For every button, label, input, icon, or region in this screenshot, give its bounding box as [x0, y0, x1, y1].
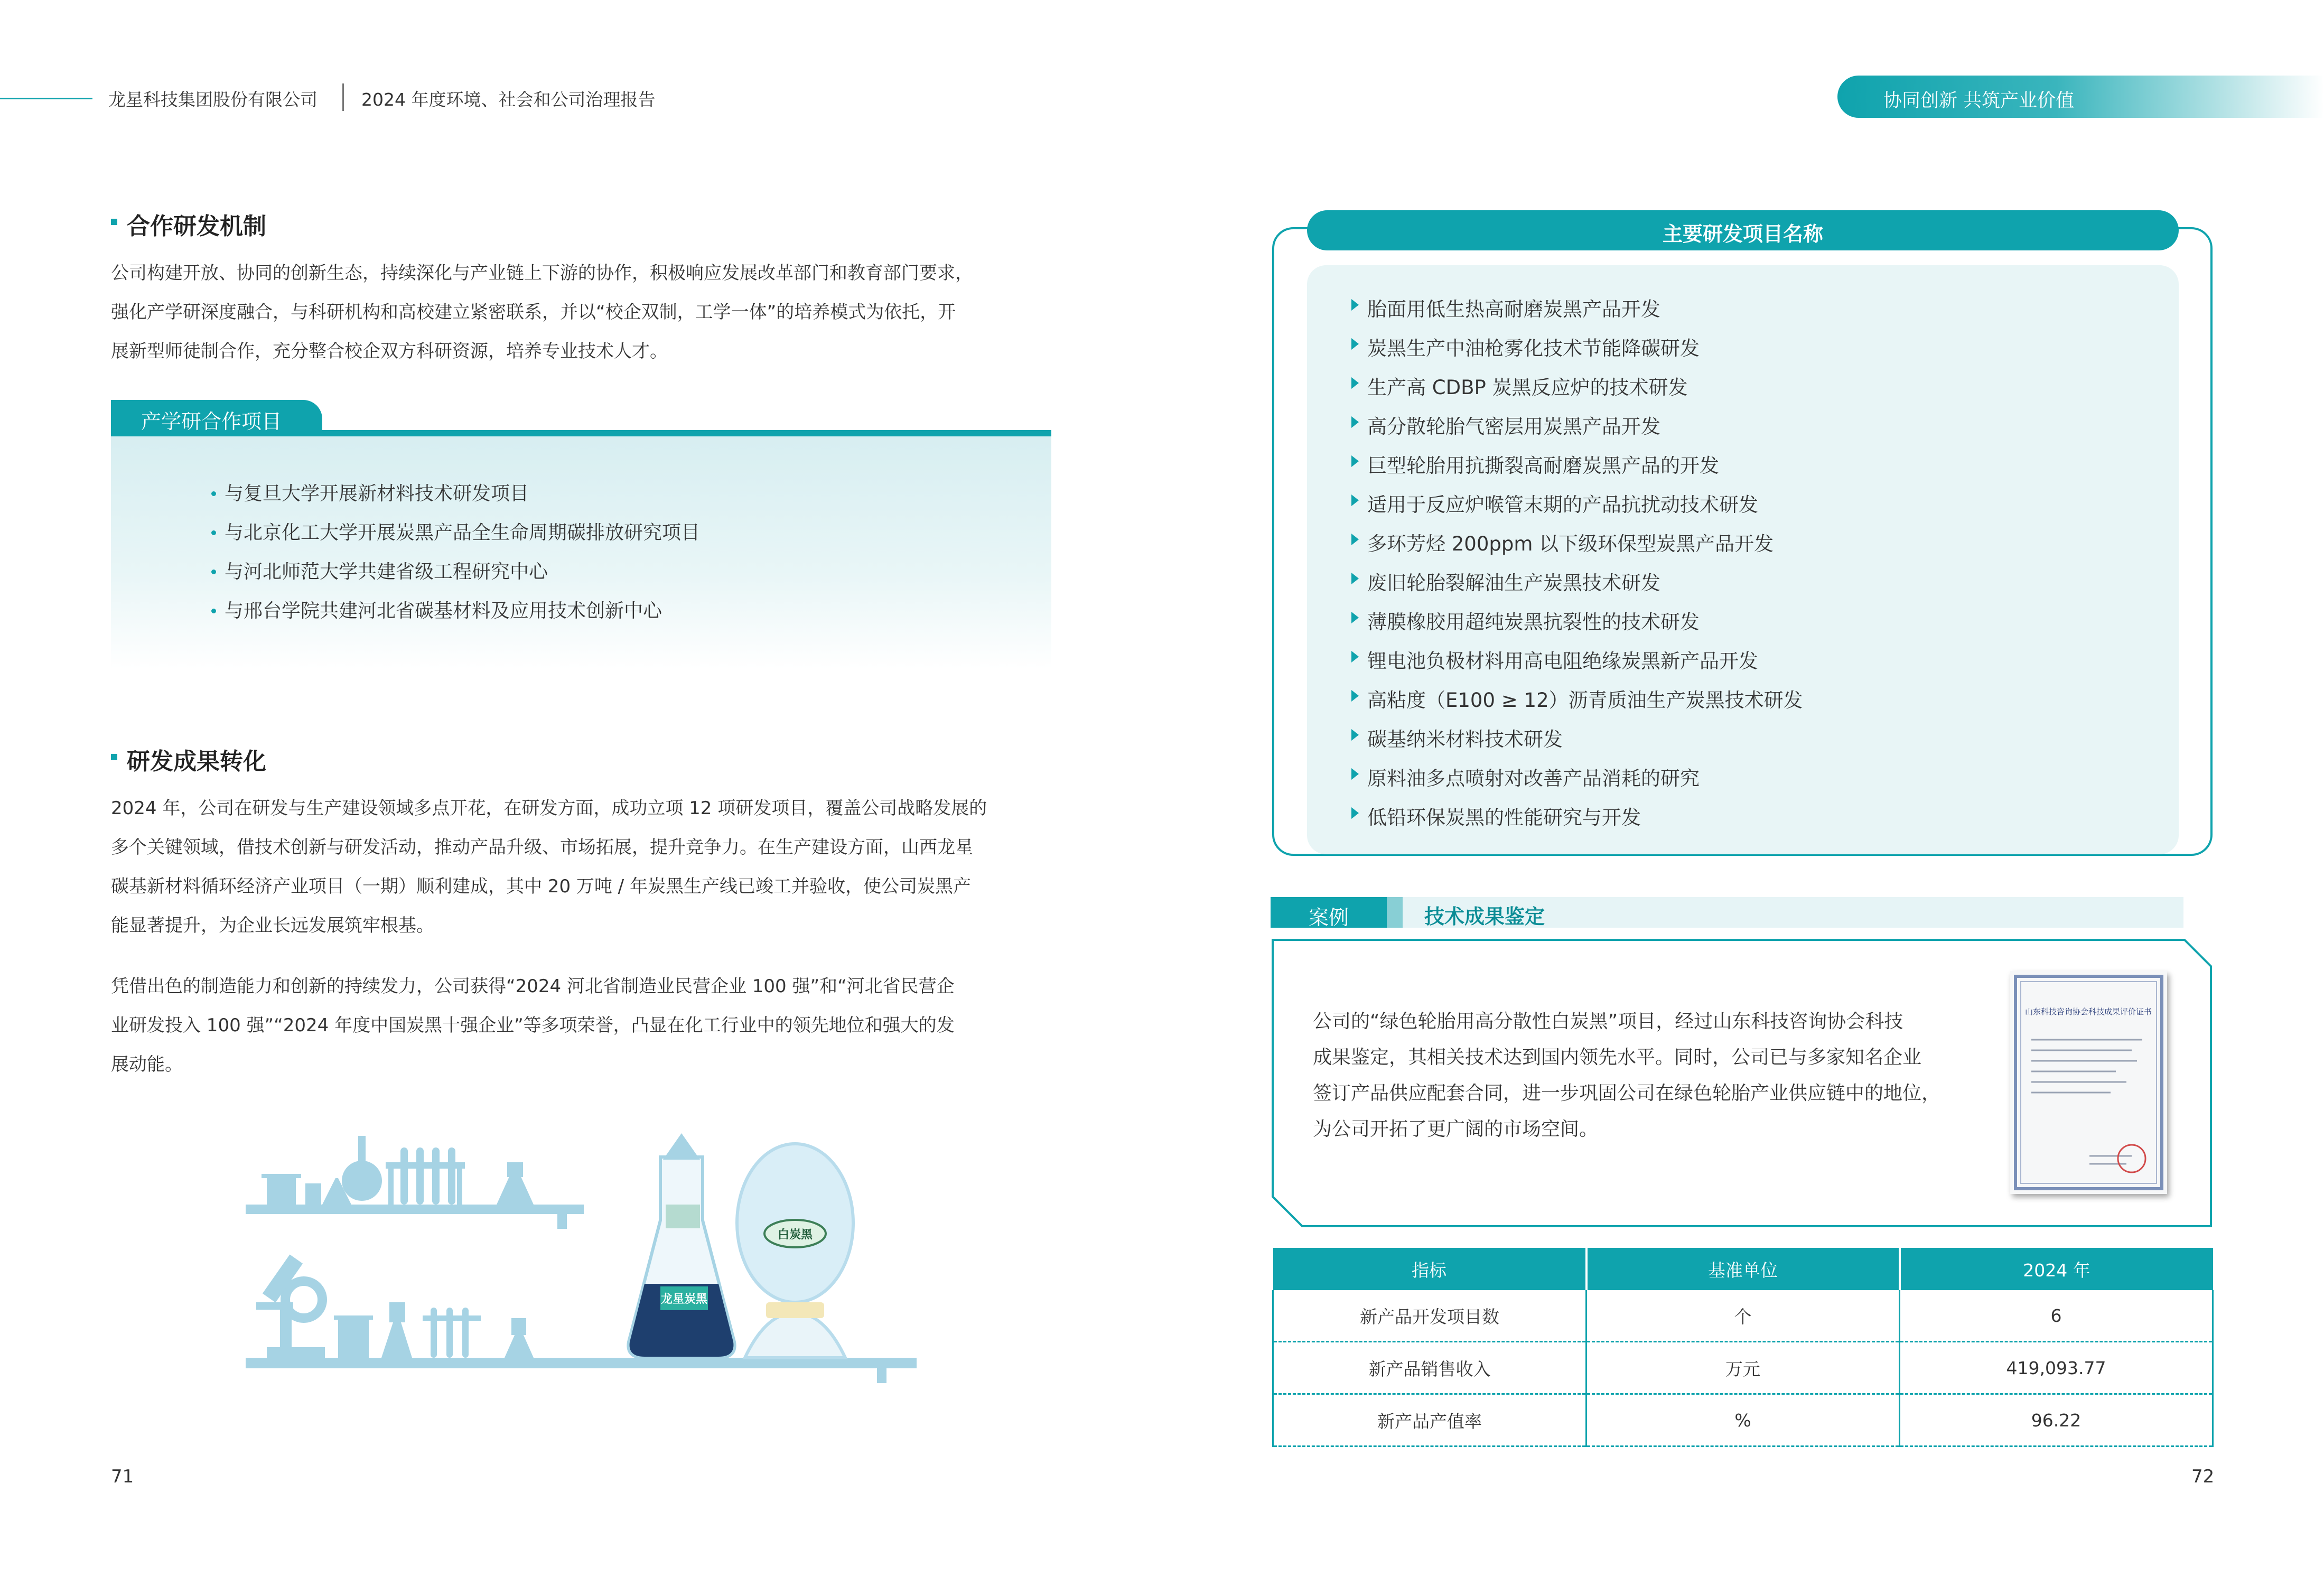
section-title-cooperation: 合作研发机制: [127, 213, 266, 240]
bullet-icon: [211, 530, 216, 535]
seal-icon: [2118, 1145, 2145, 1172]
column-header: 基准单位: [1586, 1248, 1900, 1290]
triangle-bullet-icon: [1351, 494, 1359, 506]
header-rule: [0, 98, 92, 99]
project-name: 巨型轮胎用抗撕裂高耐磨炭黑产品的开发: [1367, 454, 1719, 477]
triangle-bullet-icon: [1351, 338, 1359, 350]
project-name: 高粘度（E100 ≥ 12）沥青质油生产炭黑技术研发: [1367, 689, 1803, 712]
cooperation-item: 与邢台学院共建河北省碳基材料及应用技术创新中心: [225, 600, 662, 622]
cooperation-paragraph: [111, 254, 1051, 371]
report-title: 2024 年度环境、社会和公司治理报告: [361, 89, 656, 110]
triangle-bullet-icon: [1351, 768, 1359, 780]
column-header: 指标: [1273, 1248, 1586, 1290]
table-row: [1273, 1342, 2213, 1394]
table-cell: 新产品开发项目数: [1273, 1290, 1586, 1342]
table-header-row: [1273, 1248, 2213, 1290]
case-tab-accent: [1387, 897, 1403, 928]
round-flask-icon: [342, 1161, 382, 1201]
triangle-bullet-icon: [1351, 573, 1359, 584]
table-cell: 419,093.77: [1900, 1342, 2213, 1394]
column-header: 2024 年: [1900, 1248, 2213, 1290]
flask-icon: [505, 1334, 534, 1358]
paragraph-line: 展动能。: [111, 1054, 183, 1075]
case-description: [1313, 1004, 1947, 1147]
page-number-left: 71: [111, 1466, 134, 1487]
microscope-icon: [256, 1255, 325, 1358]
table-row: [1273, 1394, 2213, 1447]
project-name: 废旧轮胎裂解油生产炭黑技术研发: [1367, 572, 1660, 594]
flask-icon: [381, 1321, 412, 1358]
paragraph-line: 展新型师徒制合作，充分整合校企双方科研资源，培养专业技术人才。: [111, 341, 668, 362]
upper-shelf: [246, 1205, 584, 1214]
beaker-icon: [305, 1183, 321, 1205]
project-name: 多环芳烃 200ppm 以下级环保型炭黑产品开发: [1367, 533, 1774, 555]
triangle-bullet-icon: [1351, 651, 1359, 662]
paragraph-line: 成果鉴定，其相关技术达到国内领先水平。同时，公司已与多家知名企业: [1313, 1047, 1922, 1068]
triangle-bullet-icon: [1351, 690, 1359, 702]
bag-label-text: 白炭黑: [777, 1228, 813, 1242]
project-name: 低铅环保炭黑的性能研究与开发: [1367, 806, 1641, 829]
certificate-title: 山东科技咨询协会科技成果评价证书: [2024, 1007, 2152, 1016]
rd-paragraph-1: [111, 789, 1051, 945]
page-number-right: 72: [2191, 1466, 2215, 1487]
cooperation-item: 与复旦大学开展新材料技术研发项目: [225, 483, 529, 505]
paragraph-line: 公司构建开放、协同的创新生态，持续深化与产业链上下游的协作，积极响应发展改革部门和教育部门要求，: [111, 263, 973, 284]
paragraph-line: 为公司开拓了更广阔的市场空间。: [1313, 1118, 1599, 1140]
table-cell: 万元: [1586, 1342, 1900, 1394]
header-separator: [342, 83, 344, 111]
beaker-icon: [338, 1318, 369, 1358]
triangle-bullet-icon: [1351, 377, 1359, 389]
triangle-bullet-icon: [1351, 299, 1359, 311]
triangle-bullet-icon: [1351, 455, 1359, 467]
paragraph-line: 公司的“绿色轮胎用高分散性白炭黑”项目，经过山东科技咨询协会科技: [1313, 1011, 1903, 1032]
cooperation-tab-title: 产学研合作项目: [141, 410, 282, 433]
carbon-black-flask: [628, 1133, 734, 1358]
company-name: 龙星科技集团股份有限公司: [108, 89, 318, 110]
beaker-icon: [267, 1175, 296, 1205]
table-cell: %: [1586, 1394, 1900, 1447]
cooperation-item: 与河北师范大学共建省级工程研究中心: [225, 561, 548, 583]
project-name: 适用于反应炉喉管末期的产品抗扰动技术研发: [1367, 493, 1758, 516]
triangle-bullet-icon: [1351, 612, 1359, 623]
paragraph-line: 签订产品供应配套合同，进一步巩固公司在绿色轮胎产业供应链中的地位，: [1313, 1083, 1941, 1104]
section-bullet-icon: [111, 219, 117, 225]
rd-paragraph-2: [111, 967, 1051, 1084]
table-cell: 新产品销售收入: [1273, 1342, 1586, 1394]
flask-stopper-icon: [663, 1133, 700, 1160]
table-cell: 6: [1900, 1290, 2213, 1342]
bullet-icon: [211, 609, 216, 613]
case-tab-label: 案例: [1308, 906, 1349, 929]
chapter-title: 协同创新 共筑产业价值: [1883, 90, 2075, 111]
white-carbon-black-bag: [737, 1144, 853, 1358]
flask-icon: [497, 1175, 534, 1205]
table-cell: 96.22: [1900, 1394, 2213, 1447]
cooperation-item: 与北京化工大学开展炭黑产品全生命周期碳排放研究项目: [225, 522, 701, 544]
bullet-icon: [211, 570, 216, 574]
triangle-bullet-icon: [1351, 807, 1359, 819]
paragraph-line: 能显著提升，为企业长远发展筑牢根基。: [111, 915, 434, 936]
section-title-rd-results: 研发成果转化: [127, 748, 266, 775]
table-cell: 新产品产值率: [1273, 1394, 1586, 1447]
triangle-bullet-icon: [1351, 534, 1359, 545]
new-product-metrics-table: [1272, 1248, 2214, 1447]
project-name: 原料油多点喷射对改善产品消耗的研究: [1367, 767, 1700, 790]
flask-label-text: 龙星炭黑: [660, 1293, 708, 1306]
section-bullet-icon: [111, 754, 117, 760]
laboratory-illustration: [243, 1125, 930, 1389]
paragraph-line: 凭借出色的制造能力和创新的持续发力，公司获得“2024 河北省制造业民营企业 100 强”和“河北省民营企: [111, 976, 955, 997]
table-cell: 个: [1586, 1290, 1900, 1342]
paragraph-line: 强化产学研深度融合，与科研机构和高校建立紧密联系，并以“校企双制，工学一体”的培养模式为依托，开: [111, 302, 956, 323]
table-row: [1273, 1290, 2213, 1342]
projects-header-title: 主要研发项目名称: [1662, 222, 1823, 246]
project-name: 炭黑生产中油枪雾化技术节能降碳研发: [1367, 337, 1700, 360]
bullet-icon: [211, 491, 216, 496]
cooperation-projects-box: [111, 436, 1051, 669]
project-name: 碳基纳米材料技术研发: [1367, 728, 1563, 751]
paragraph-line: 碳基新材料循环经济产业项目（一期）顺利建成，其中 20 万吨 / 年炭黑生产线已竣工并验收，使公司炭黑产: [111, 876, 971, 897]
triangle-bullet-icon: [1351, 729, 1359, 741]
project-name: 锂电池负极材料用高电阻绝缘炭黑新产品开发: [1367, 650, 1758, 673]
project-name: 胎面用低生热高耐磨炭黑产品开发: [1367, 298, 1660, 321]
project-name: 生产高 CDBP 炭黑反应炉的技术研发: [1367, 376, 1688, 399]
project-name: 薄膜橡胶用超纯炭黑抗裂性的技术研发: [1367, 611, 1700, 633]
project-name: 高分散轮胎气密层用炭黑产品开发: [1367, 415, 1660, 438]
case-title: 技术成果鉴定: [1424, 905, 1545, 928]
paragraph-line: 2024 年，公司在研发与生产建设领域多点开花，在研发方面，成功立项 12 项研发项目，覆盖公司战略发展的: [111, 798, 987, 819]
paragraph-line: 多个关键领域，借技术创新与研发活动，推动产品升级、市场拓展，提升竞争力。在生产建设方面，山西龙星: [111, 837, 973, 858]
certificate-image: [2010, 971, 2167, 1194]
triangle-bullet-icon: [1351, 416, 1359, 428]
paragraph-line: 业研发投入 100 强”“2024 年度中国炭黑十强企业”等多项荣誉，凸显在化工行业中的领先地位和强大的发: [111, 1015, 955, 1036]
